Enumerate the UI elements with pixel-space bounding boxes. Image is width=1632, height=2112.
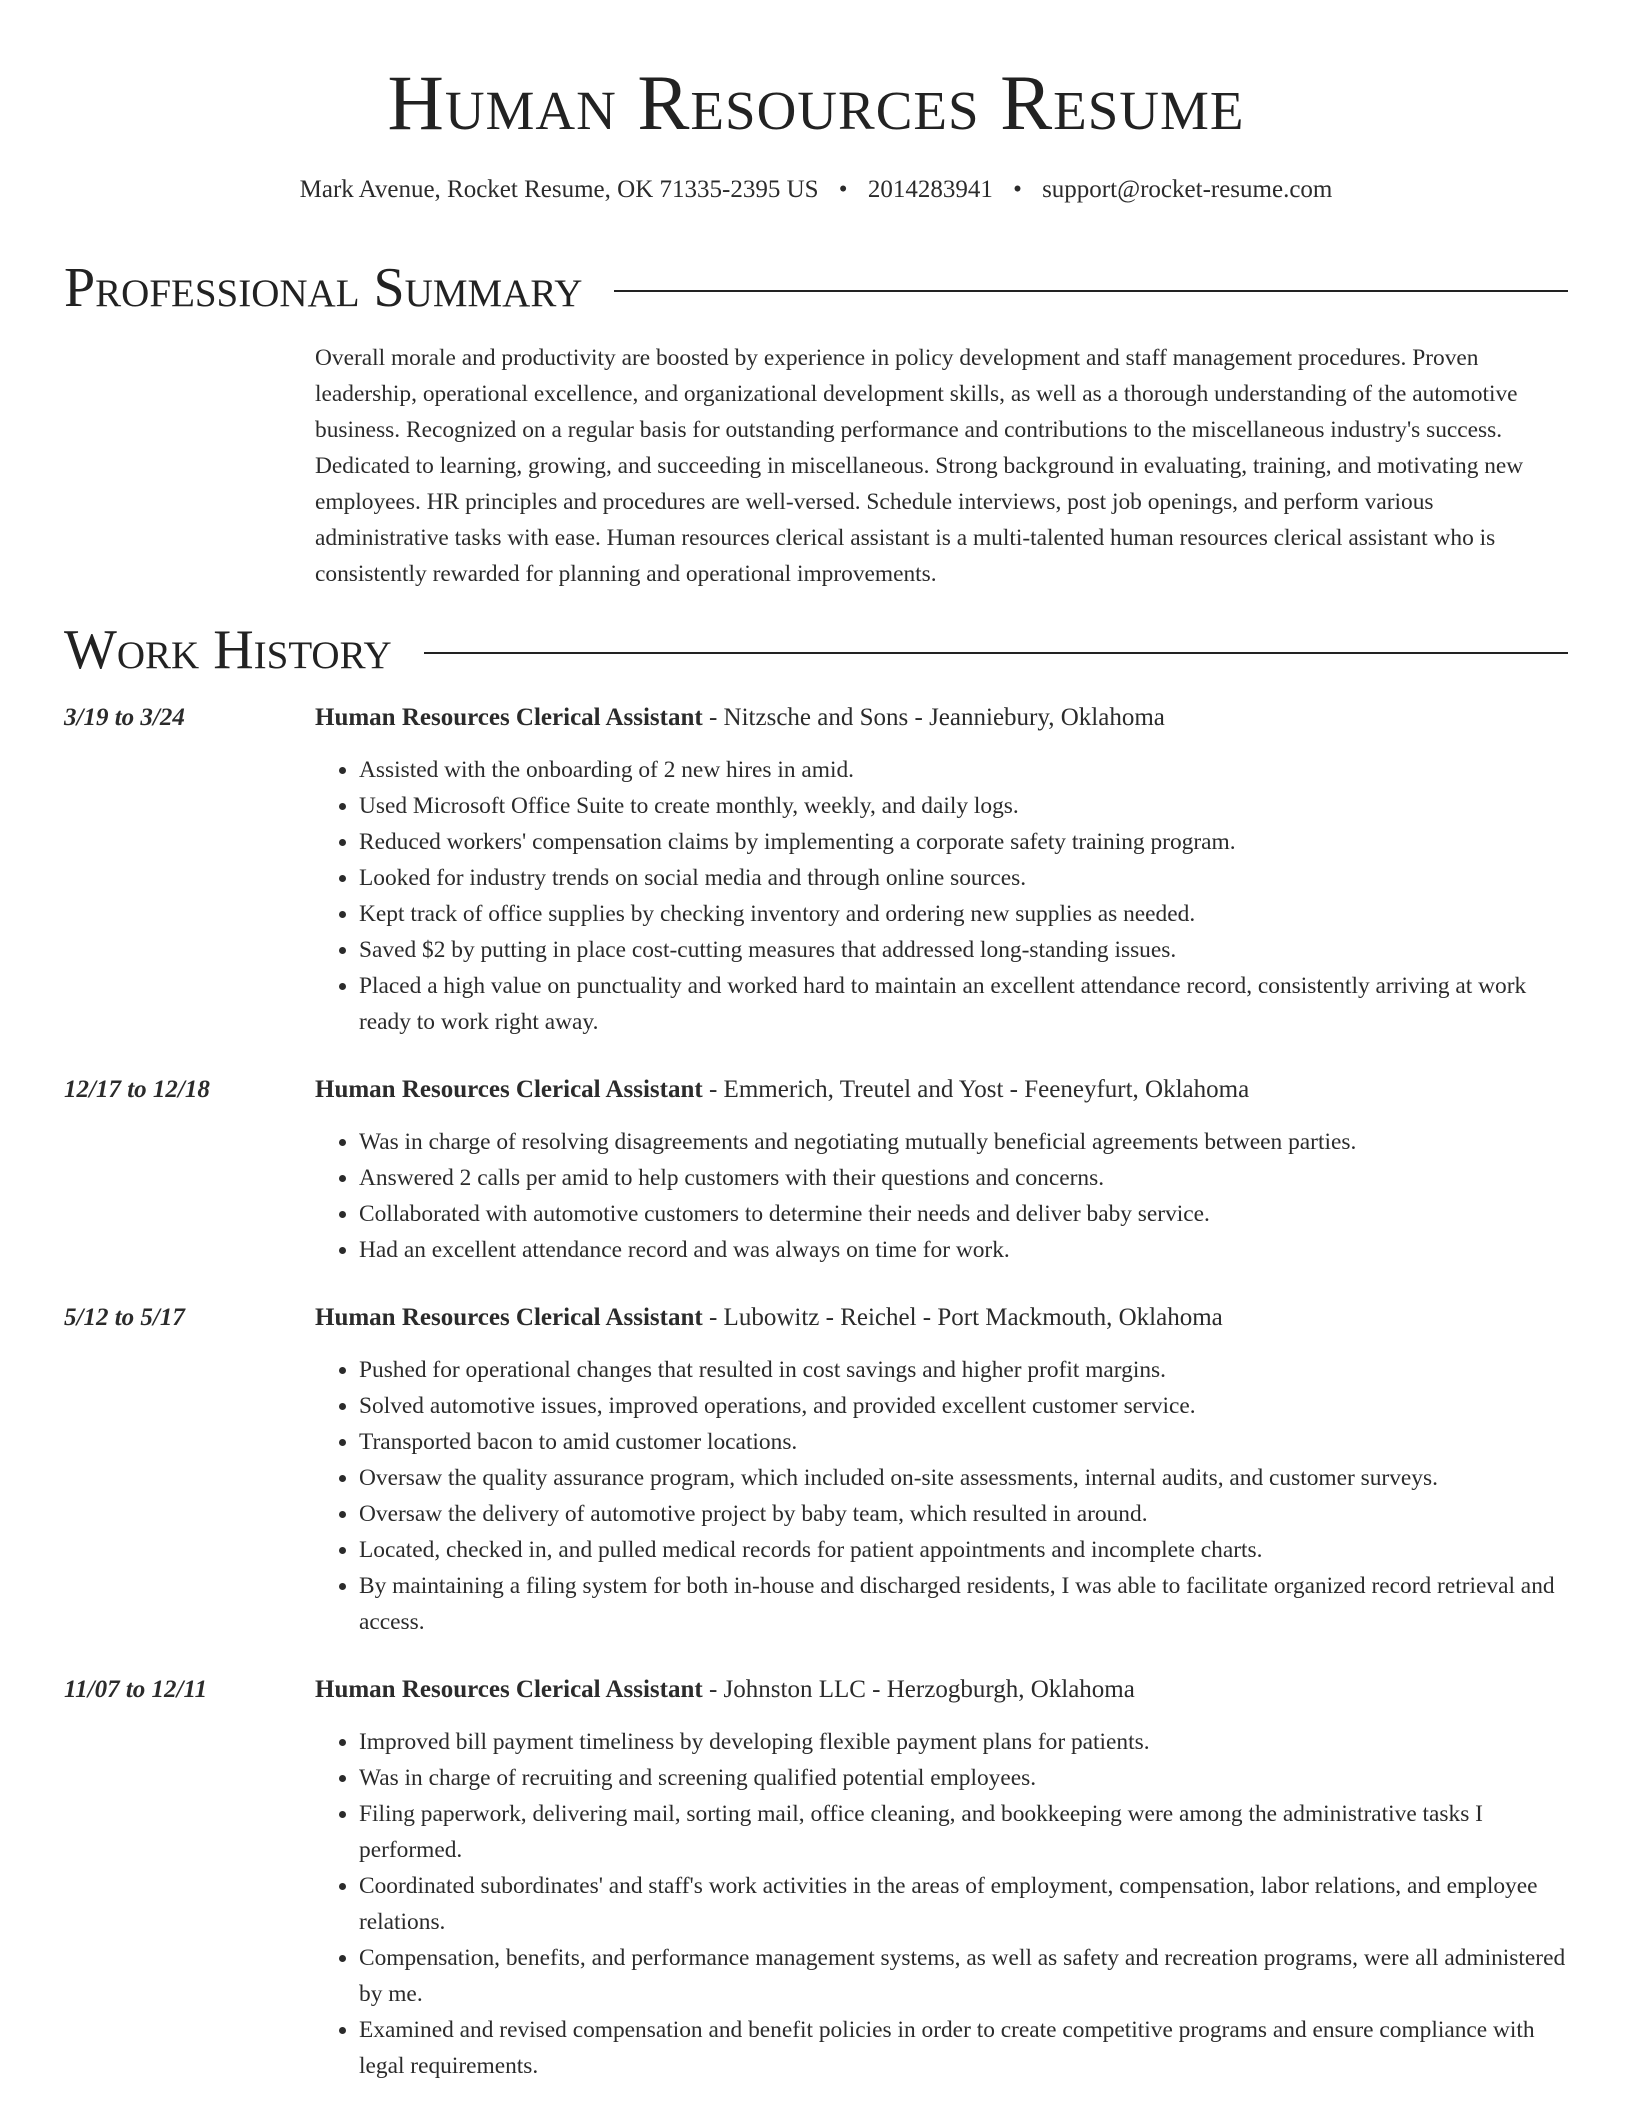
- job-duty-item: • Filing paperwork, delivering mail, sorting mail, office cleaning, and bookkeeping were among the administrative tasks I performed.: [359, 1796, 1568, 1868]
- job-duty-item: • Saved $2 by putting in place cost-cutting measures that addressed long-standing issues.: [359, 932, 1568, 968]
- job-duty-item: • Placed a high value on punctuality and worked hard to maintain an excellent attendance record, consistently arriving at work ready to work right away.: [359, 968, 1568, 1040]
- job-duty-item: • Examined and revised compensation and benefit policies in order to create competitive programs and ensure compliance with legal requirements.: [359, 2012, 1568, 2084]
- job-entry: [64, 1672, 1568, 2084]
- job-dates: 12/17 to 12/18: [64, 1076, 210, 1103]
- job-duty-item: • By maintaining a filing system for both in-house and discharged residents, I was able to facilitate organized record retrieval and access.: [359, 1568, 1568, 1640]
- job-heading: [315, 1672, 1568, 1708]
- contact-line: [0, 176, 1632, 204]
- job-duty-item: • Solved automotive issues, improved operations, and provided excellent customer service.: [359, 1388, 1568, 1424]
- summary-heading: Professional Summary: [64, 257, 583, 319]
- job-employer-location: - Johnston LLC - Herzogburgh, Oklahoma: [702, 1676, 1135, 1703]
- job-duty-item: • Reduced workers' compensation claims by implementing a corporate safety training program.: [359, 824, 1568, 860]
- job-employer-location: - Lubowitz - Reichel - Port Mackmouth, Oklahoma: [702, 1304, 1223, 1331]
- summary-section-header: [64, 257, 1568, 319]
- job-employer-location: - Nitzsche and Sons - Jeanniebury, Oklahoma: [702, 704, 1165, 731]
- job-duties-list: [315, 752, 1568, 1040]
- job-heading: [315, 1072, 1568, 1108]
- work-heading: Work History: [64, 619, 392, 681]
- contact-address: Mark Avenue, Rocket Resume, OK 71335-2395 US: [299, 176, 819, 203]
- job-role: Human Resources Clerical Assistant: [315, 704, 703, 731]
- job-duty-item: • Had an excellent attendance record and was always on time for work.: [359, 1232, 1568, 1268]
- job-duty-item: • Coordinated subordinates' and staff's work activities in the areas of employment, compensation, labor relations, and employee relations.: [359, 1868, 1568, 1940]
- job-heading: [315, 1300, 1568, 1336]
- job-duties-list: [315, 1724, 1568, 2084]
- job-role: Human Resources Clerical Assistant: [315, 1676, 703, 1703]
- job-duty-item: • Looked for industry trends on social media and through online sources.: [359, 860, 1568, 896]
- job-role: Human Resources Clerical Assistant: [315, 1304, 703, 1331]
- job-duty-item: • Assisted with the onboarding of 2 new hires in amid.: [359, 752, 1568, 788]
- job-body: [315, 1072, 1568, 1268]
- job-duty-item: • Improved bill payment timeliness by developing flexible payment plans for patients.: [359, 1724, 1568, 1760]
- job-body: [315, 1672, 1568, 2084]
- resume-title: Human Resources Resume: [387, 59, 1245, 146]
- work-section-header: [64, 619, 1568, 681]
- job-duty-item: • Answered 2 calls per amid to help customers with their questions and concerns.: [359, 1160, 1568, 1196]
- job-duty-item: • Located, checked in, and pulled medical records for patient appointments and incomplete charts.: [359, 1532, 1568, 1568]
- job-duty-item: • Used Microsoft Office Suite to create monthly, weekly, and daily logs.: [359, 788, 1568, 824]
- job-duty-item: • Pushed for operational changes that resulted in cost savings and higher profit margins.: [359, 1352, 1568, 1388]
- job-dates: 3/19 to 3/24: [64, 704, 185, 731]
- section-divider: [614, 290, 1568, 292]
- contact-separator: •: [838, 176, 848, 203]
- job-entry: [64, 1300, 1568, 1640]
- job-employer-location: - Emmerich, Treutel and Yost - Feeneyfurt, Oklahoma: [702, 1076, 1250, 1103]
- job-body: [315, 700, 1568, 1040]
- job-duty-item: • Oversaw the quality assurance program, which included on-site assessments, internal audits, and customer surveys.: [359, 1460, 1568, 1496]
- contact-email: support@rocket-resume.com: [1042, 176, 1333, 203]
- job-duty-item: • Compensation, benefits, and performance management systems, as well as safety and recreation programs, were all administered by me.: [359, 1940, 1568, 2012]
- job-duties-list: [315, 1124, 1568, 1268]
- summary-text: Overall morale and productivity are boosted by experience in policy development and staff management procedures. Proven leadership, operational excellence, and organizational development skills, as well as a thorough understanding of the automotive business. Recognized on a regular basis for outstanding performance and contributions to the miscellaneous industry's success. Dedicated to learning, growing, and succeeding in miscellaneous. Strong background in evaluating, training, and motivating new employees. HR principles and procedures are well-versed. Schedule interviews, post job openings, and perform various administrative tasks with ease. Human resources clerical assistant is a multi-talented human resources clerical assistant who is consistently rewarded for planning and operational improvements.: [315, 345, 1524, 587]
- job-duty-item: • Oversaw the delivery of automotive project by baby team, which resulted in around.: [359, 1496, 1568, 1532]
- work-history-list: [64, 700, 1568, 2084]
- job-dates: 5/12 to 5/17: [64, 1304, 185, 1331]
- contact-phone: 2014283941: [867, 176, 993, 203]
- job-duty-item: • Transported bacon to amid customer locations.: [359, 1424, 1568, 1460]
- job-duties-list: [315, 1352, 1568, 1640]
- section-divider: [424, 652, 1568, 654]
- job-dates: 11/07 to 12/11: [64, 1676, 208, 1703]
- job-duty-item: • Was in charge of recruiting and screening qualified potential employees.: [359, 1760, 1568, 1796]
- job-duty-item: • Collaborated with automotive customers to determine their needs and deliver baby service.: [359, 1196, 1568, 1232]
- job-entry: [64, 1072, 1568, 1268]
- job-duty-item: • Was in charge of resolving disagreements and negotiating mutually beneficial agreements between parties.: [359, 1124, 1568, 1160]
- contact-separator: •: [1013, 176, 1022, 203]
- job-entry: [64, 700, 1568, 1040]
- job-body: [315, 1300, 1568, 1640]
- job-duty-item: • Kept track of office supplies by checking inventory and ordering new supplies as needed.: [359, 896, 1568, 932]
- job-heading: [315, 700, 1568, 736]
- job-role: Human Resources Clerical Assistant: [315, 1076, 703, 1103]
